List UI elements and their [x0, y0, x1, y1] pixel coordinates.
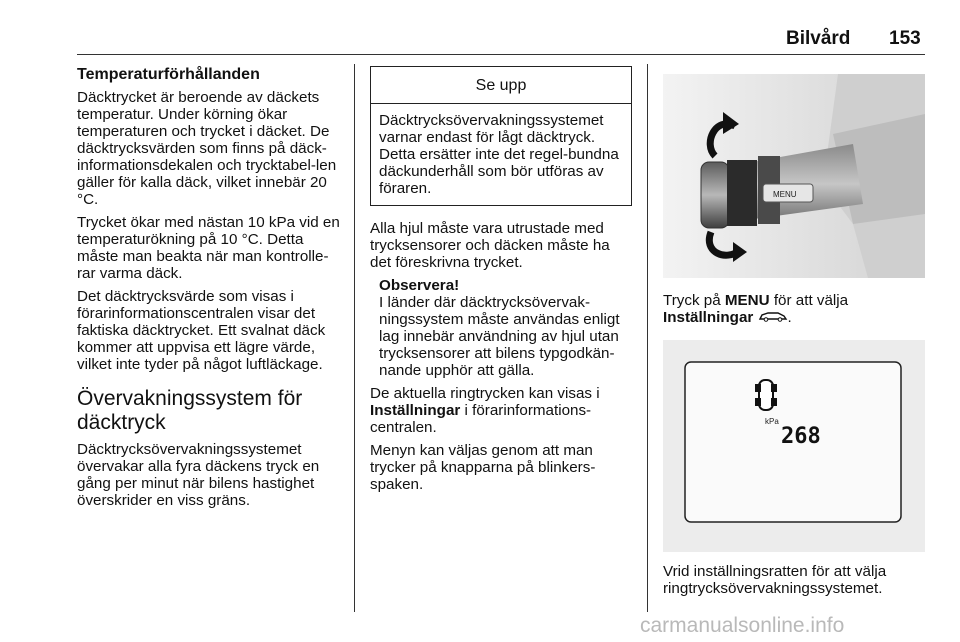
settings-term: Inställningar: [370, 402, 461, 419]
car-tyres-icon: [755, 380, 777, 410]
section-heading: Övervakningssystem för däcktryck: [77, 387, 303, 434]
watermark: carmanualsonline.info: [640, 614, 845, 637]
column-divider-1: [354, 64, 355, 612]
column-2: [370, 66, 632, 499]
note-title: Observera!: [379, 277, 460, 294]
caution-text: Däcktrycksövervakningssystemet varnar endast för lågt däcktryck. Detta ersätter inte det regel-bundna däckunderhåll som bör utföras av föraren.: [379, 112, 619, 197]
paragraph: Menyn kan väljas genom att man trycker på knapparna på blinkers-spaken.: [370, 442, 596, 493]
column-1: [77, 66, 343, 515]
menu-label: MENU: [773, 190, 797, 199]
header-rule: [77, 54, 925, 55]
text: för att välja: [769, 292, 849, 309]
header-title: Bilvård: [786, 28, 851, 49]
paragraph: Vrid inställningsratten för att välja ringtrycksövervakningssystemet.: [663, 563, 887, 597]
text: Tryck på: [663, 292, 725, 309]
caution-box: [370, 66, 632, 206]
caution-title: Se upp: [371, 67, 631, 104]
menu-term: MENU: [724, 292, 770, 309]
subheading-temperature: Temperaturförhållanden: [77, 66, 260, 83]
paragraph: Alla hjul måste vara utrustade med trycksensorer och däcken måste ha det föreskrivna trycket.: [370, 220, 610, 271]
stalk-illustration: [663, 74, 925, 278]
note-block: [370, 277, 632, 379]
note-text: I länder där däcktrycksövervak-ningssystem måste användas enligt lag innebär användning av hjul utan trycksensorer att bilens typgodkän-nande upphör att gälla.: [379, 294, 620, 379]
paragraph: Det däcktrycksvärde som visas i förarinformationscentralen visar det faktiska däcktrycket. Ett svalnat däck kommer att uppvisa ett lägre värde, vilket inte tyder på något luftläckage.: [77, 288, 326, 373]
pressure-value: 268: [781, 424, 821, 449]
unit-label: kPa: [765, 417, 779, 426]
car-icon: [758, 309, 788, 326]
text: .: [787, 309, 792, 326]
display-illustration: [663, 340, 925, 552]
text: i förarinformations-centralen.: [370, 402, 592, 436]
stalk-figure: [663, 74, 925, 278]
column-3: [663, 292, 925, 332]
display-figure: [663, 340, 925, 552]
paragraph: Däcktrycket är beroende av däckets temperatur. Under körning ökar temperaturen och trycket i däcket. De däcktrycksvärden som finns på däck-informationsdekalen och trycktabel-len gäller för kalla däck, vilket innebär 20 °C.: [77, 89, 337, 208]
column-divider-2: [647, 64, 648, 612]
settings-term: Inställningar: [663, 309, 754, 326]
paragraph: [663, 292, 925, 326]
paragraph: [370, 385, 632, 436]
paragraph: Däcktrycksövervakningssystemet övervakar alla fyra däckens tryck en gång per minut när bilens hastighet överskrider en viss gräns.: [77, 441, 320, 509]
paragraph: Trycket ökar med nästan 10 kPa vid en temperaturökning på 10 °C. Detta måste man beakta när man kontrolle-rar varma däck.: [77, 214, 340, 282]
page-number: 153: [889, 28, 921, 49]
text: De aktuella ringtrycken kan visas i: [370, 385, 600, 402]
